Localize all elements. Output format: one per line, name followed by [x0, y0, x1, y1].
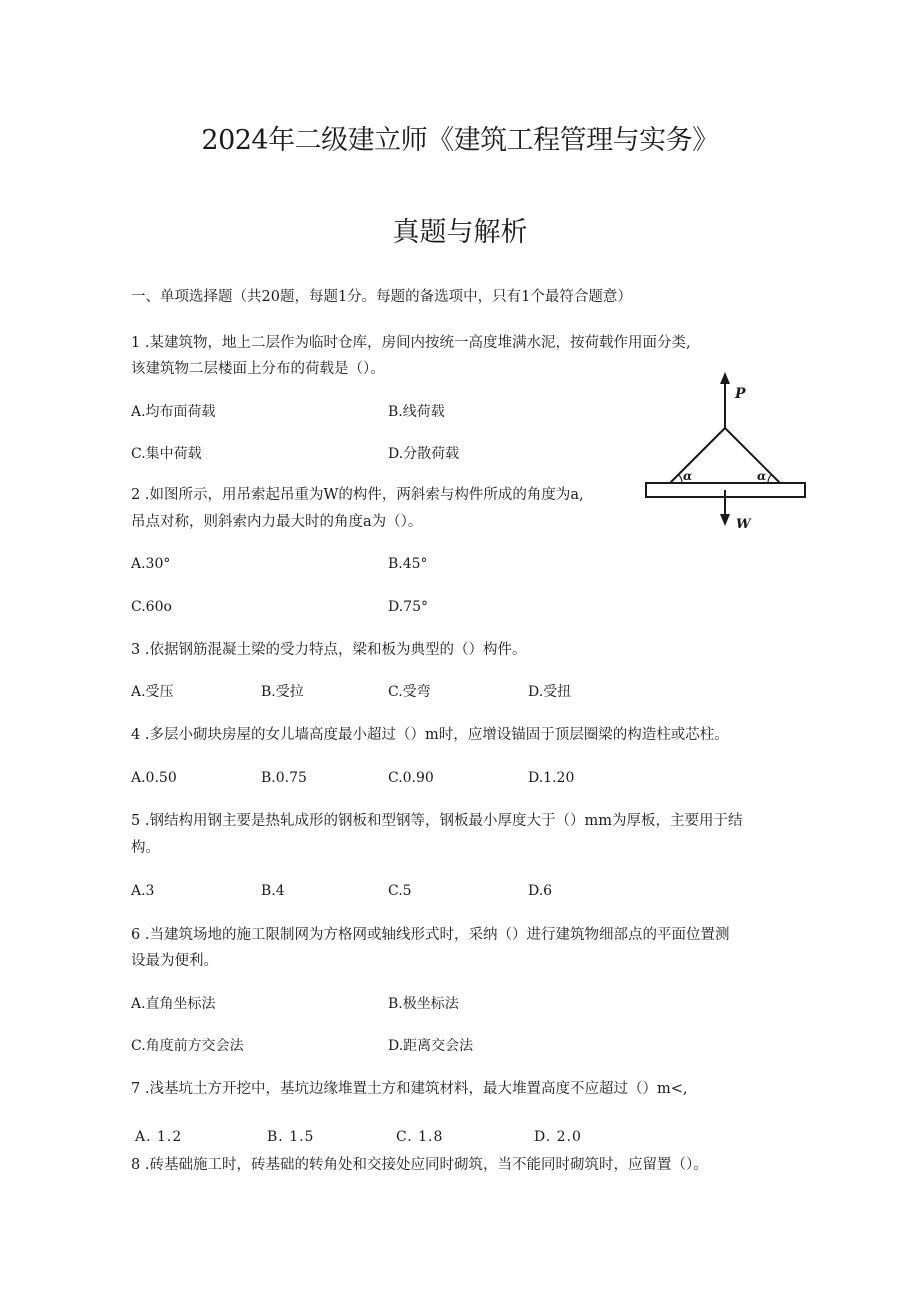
question-4-option-c: C.0.90 — [388, 770, 434, 786]
question-6-option-a: A.直角坐标法 — [131, 996, 216, 1012]
force-p-label: P — [735, 386, 746, 402]
question-2-option-d: D.75° — [388, 599, 428, 615]
question-5-option-d: D.6 — [528, 883, 553, 899]
question-8-line-1: 8 .砖基础施工时，砖基础的转角处和交接处应同时砌筑，当不能同时砌筑时，应留置（）。 — [131, 1157, 708, 1173]
question-2-line-2: 吊点对称，则斜索内力最大时的角度a为（）。 — [131, 514, 423, 530]
question-3-option-a: A.受压 — [131, 684, 174, 700]
question-7-line-1: 7 .浅基坑土方开挖中，基坑边缘堆置土方和建筑材料，最大堆置高度不应超过（）m<, — [131, 1081, 688, 1097]
question-6-option-d: D.距离交会法 — [388, 1038, 474, 1054]
right-angle-label: α — [757, 469, 767, 483]
question-2-option-c: C.60o — [131, 599, 172, 615]
question-2-option-a: A.30° — [131, 556, 171, 572]
question-1-line-1: 1 .某建筑物，地上二层作为临时仓库，房间内按统一高度堆满水泥，按荷载作用面分类, — [131, 335, 691, 351]
question-7-option-c: C. 1.8 — [396, 1129, 444, 1145]
force-p-arrowhead — [720, 372, 730, 384]
question-3-line-1: 3 .依据钢筋混凝土梁的受力特点，梁和板为典型的（）构件。 — [131, 642, 527, 658]
question-1-option-b: B.线荷载 — [388, 404, 445, 420]
section-heading: 一、单项选择题（共20题，每题1分。每题的备选项中，只有1个最符合题意） — [131, 289, 632, 305]
question-2-line-1: 2 .如图所示，用吊索起吊重为W的构件，两斜索与构件所成的角度为a, — [131, 487, 584, 503]
question-1-line-2: 该建筑物二层楼面上分布的荷载是（）。 — [131, 361, 385, 377]
question-7-option-a: A. 1.2 — [135, 1129, 183, 1145]
question-5-line-1: 5 .钢结构用钢主要是热轧成形的钢板和型钢等，钢板最小厚度大于（）mm为厚板，主要用于结 — [131, 813, 743, 829]
question-7-option-d: D. 2.0 — [534, 1129, 582, 1145]
question-3-option-b: B.受拉 — [261, 684, 304, 700]
page-title: 2024年二级建立师《建筑工程管理与实务》 — [201, 125, 719, 156]
question-4-option-d: D.1.20 — [528, 770, 575, 786]
question-1-option-a: A.均布面荷载 — [131, 404, 216, 420]
sling-diagram — [640, 368, 812, 534]
question-6-line-2: 设最为便利。 — [131, 953, 218, 969]
question-5-option-c: C.5 — [388, 883, 412, 899]
question-6-option-c: C.角度前方交会法 — [131, 1038, 244, 1054]
question-3-option-d: D.受扭 — [528, 684, 572, 700]
question-2-option-b: B.45° — [388, 556, 428, 572]
left-angle-label: α — [683, 469, 693, 483]
page-subtitle: 真题与解析 — [392, 217, 528, 248]
question-3-option-c: C.受弯 — [388, 684, 431, 700]
question-1-option-d: D.分散荷载 — [388, 446, 460, 462]
force-w-label: W — [736, 517, 751, 532]
right-angle-arc — [768, 475, 772, 484]
left-angle-arc — [679, 475, 683, 484]
question-5-line-2: 构。 — [131, 840, 160, 856]
question-5-option-a: A.3 — [131, 883, 155, 899]
question-6-option-b: B.极坐标法 — [388, 996, 459, 1012]
question-7-option-b: B. 1.5 — [267, 1129, 315, 1145]
question-4-option-b: B.0.75 — [261, 770, 307, 786]
question-1-option-c: C.集中荷载 — [131, 446, 202, 462]
question-5-option-b: B.4 — [261, 883, 285, 899]
force-w-arrowhead — [720, 514, 730, 526]
question-6-line-1: 6 .当建筑场地的施工限制网为方格网或轴线形式时，采纳（）进行建筑物细部点的平面位置测 — [131, 927, 730, 943]
question-4-line-1: 4 .多层小砌块房屋的女儿墙高度最小超过（）m时，应增设锚固于顶层圈梁的构造柱或芯柱。 — [131, 727, 729, 743]
question-4-option-a: A.0.50 — [131, 770, 177, 786]
